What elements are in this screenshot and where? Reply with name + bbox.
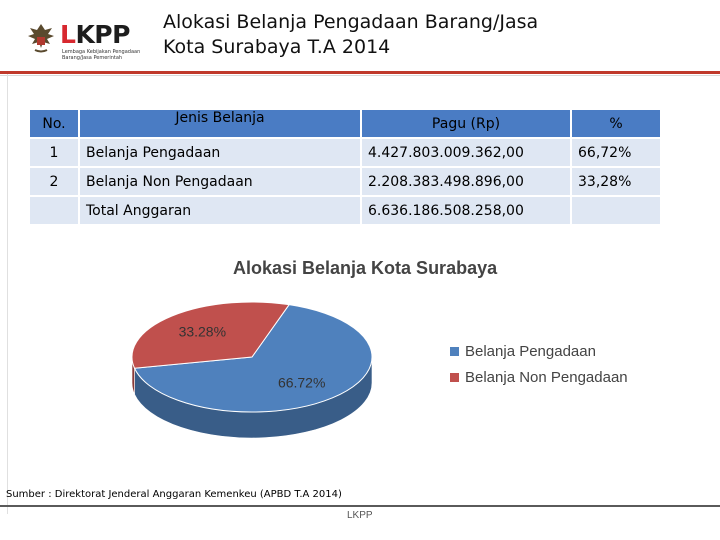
cell-jenis: Belanja Non Pengadaan	[80, 168, 360, 195]
cell-jenis: Belanja Pengadaan	[80, 139, 360, 166]
cell-pagu: 2.208.383.498.896,00	[362, 168, 570, 195]
budget-table	[28, 108, 662, 226]
lkpp-logo	[26, 20, 156, 66]
footer-text: LKPP	[347, 510, 373, 521]
left-border-line	[7, 74, 8, 514]
garuda-emblem-icon	[26, 20, 56, 60]
logo-subtitle: Lembaga Kebijakan Pengadaan Barang/Jasa Pemerintah	[62, 49, 141, 61]
header-divider-grey	[0, 75, 720, 76]
legend-swatch-pengadaan	[450, 347, 459, 356]
cell-percent-empty	[572, 197, 660, 224]
cell-no-empty	[30, 197, 78, 224]
header-pagu: Pagu (Rp)	[362, 110, 570, 137]
legend-label: Belanja Non Pengadaan	[465, 368, 628, 386]
source-note: Sumber : Direktorat Jenderal Anggaran Kemenkeu (APBD T.A 2014)	[6, 489, 342, 500]
cell-pagu: 4.427.803.009.362,00	[362, 139, 570, 166]
pie-data-label: 33.28%	[178, 323, 227, 340]
title-line-1: Alokasi Belanja Pengadaan Barang/Jasa	[163, 11, 539, 33]
logo-wordmark: LKPP	[60, 20, 130, 49]
table-row	[30, 139, 660, 166]
legend-label: Belanja Pengadaan	[465, 342, 596, 360]
cell-total-pagu: 6.636.186.508.258,00	[362, 197, 570, 224]
cell-no: 2	[30, 168, 78, 195]
table-header-row	[30, 110, 660, 137]
cell-percent: 66,72%	[572, 139, 660, 166]
legend-item	[450, 338, 628, 364]
table-row	[30, 168, 660, 195]
cell-no: 1	[30, 139, 78, 166]
cell-percent: 33,28%	[572, 168, 660, 195]
header-no: No.	[30, 110, 78, 137]
table-total-row	[30, 197, 660, 224]
page-title	[163, 10, 538, 60]
pie-chart	[120, 275, 410, 465]
legend-item	[450, 364, 628, 390]
chart-legend	[450, 338, 628, 390]
cell-total-label: Total Anggaran	[80, 197, 360, 224]
slide-header	[0, 0, 720, 80]
header-percent: %	[572, 110, 660, 137]
footer-divider	[0, 505, 720, 507]
legend-swatch-non-pengadaan	[450, 373, 459, 382]
pie-data-label: 66.72%	[277, 374, 326, 391]
header-divider-red	[0, 71, 720, 74]
title-line-2: Kota Surabaya T.A 2014	[163, 36, 391, 58]
chart-title: Alokasi Belanja Kota Surabaya	[233, 258, 498, 278]
header-jenis-belanja: Jenis Belanja	[80, 110, 360, 137]
